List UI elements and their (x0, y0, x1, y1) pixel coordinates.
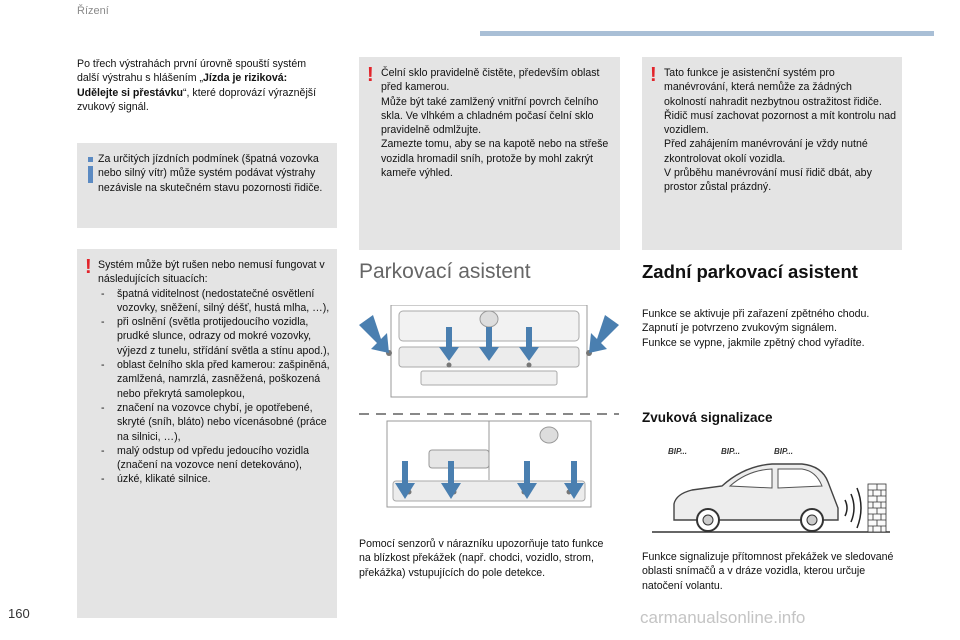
warning-conditions-intro: Systém může být rušen nebo nemusí fungovat v následujících situacích: (98, 259, 325, 286)
warning-conditions-content (98, 258, 331, 487)
parking-assist-caption: Pomocí senzorů v nárazníku upozorňuje tato funkce na blízkost překážek (např. chodci, vozidlo, strom, překážka) vstupujících do pole detekce. (359, 538, 604, 579)
warning-icon: ! (85, 256, 92, 278)
van-front-rear-illustration (359, 305, 619, 510)
list-item: - oblast čelního skla před kamerou: zašpiněná, zamlžená, namrzlá, zasněžená, poškozená nebo překrytá samolepkou, (98, 358, 331, 401)
intro-warning-message: Jízda je riziková: Udělejte si přestávku (77, 72, 288, 99)
warning-icon: ! (650, 64, 657, 86)
bip-label: BIP... (721, 447, 740, 456)
info-box-text: Za určitých jízdních podmínek (špatná vozovka nebo silný vítr) může systém podávat výstrahy nezávisle na skutečném stavu pozornosti řidiče. (98, 153, 323, 194)
watermark: carmanualsonline.info (640, 608, 806, 627)
audible-signal-caption: Funkce signalizuje přítomnost překážek ve sledované oblasti snímačů a v dráze vozidla, kterou určuje natočení volantu. (642, 551, 894, 592)
page-number: 160 (8, 606, 30, 621)
info-box (77, 143, 337, 228)
parking-assist-heading: Parkovací asistent (359, 260, 531, 283)
warning-driver-text: Tato funkce je asistenční systém pro manévrování, která nemůže za žádných okolností nahradit nezbytnou ostražitost řidiče. Řidič musí zachovat pozornost a mít kontrolu nad vozidlem. Před zahájením manévrování je vždy nutné zkontrolovat okolí vozidla. V průběhu manévrování musí řidič dbát, aby prostor zůstal prázdný. (664, 67, 896, 194)
audible-signal-heading: Zvuková signalizace (642, 410, 773, 425)
list-item: - malý odstup od vpředu jedoucího vozidla (značení na vozovce není detekováno), (98, 444, 331, 473)
list-item: - úzké, klikaté silnice. (98, 472, 331, 486)
intro-text-b: “, které doprovází výraznější zvukový signál. (77, 86, 317, 113)
rear-parking-body: Funkce se aktivuje při zařazení zpětného chodu. Zapnutí je potvrzeno zvukovým signálem. Funkce se vypne, jakmile zpětný chod vyřadíte. (642, 308, 870, 349)
conditions-list (98, 287, 331, 487)
warning-windshield-text: Čelní sklo pravidelně čistěte, především oblast před kamerou. Může být také zamlžený vnitřní povrch čelního skla. Ve vlhkém a chladném počasí čelní sklo pravidelně odmlžujte. Zamezte tomu, aby se na kapotě nebo na střeše vozidla hromadil sníh, protože by mohl zakrýt kameře výhled. (381, 67, 609, 180)
intro-text-a: Po třech výstrahách první úrovně spouští systém další výstrahu s hlášením „ (77, 58, 307, 85)
sound-wave-icon (845, 488, 861, 528)
brick-wall-icon (868, 484, 886, 532)
bip-label: BIP... (668, 447, 687, 456)
list-item: - značení na vozovce chybí, je opotřebené, skryté (sníh, bláto) nebo vícenásobné (práce na silnici, …), (98, 401, 331, 444)
warning-box-windshield (359, 57, 620, 250)
intro-paragraph (77, 57, 327, 114)
info-icon-dot (88, 157, 93, 162)
list-item: - při oslnění (světla protijedoucího vozidla, prudké slunce, odrazy od mokré vozovky, výjezd z tunelu, střídání světla a stínu apod.), (98, 315, 331, 358)
car-reversing-illustration (652, 456, 892, 538)
van-rear-view (387, 421, 591, 507)
warning-icon: ! (367, 64, 374, 86)
section-label: Řízení (77, 5, 109, 17)
bip-label: BIP... (774, 447, 793, 456)
arrow-icon (589, 315, 619, 353)
warning-box-driver (642, 57, 902, 250)
rear-parking-heading: Zadní parkovací asistent (642, 261, 858, 282)
arrow-icon (359, 315, 389, 353)
warning-box-conditions (77, 249, 337, 618)
header-rule (480, 31, 934, 36)
info-icon (88, 166, 93, 183)
list-item: - špatná viditelnost (nedostatečné osvětlení vozovky, sněžení, silný déšť, hustá mlha, …), (98, 287, 331, 316)
